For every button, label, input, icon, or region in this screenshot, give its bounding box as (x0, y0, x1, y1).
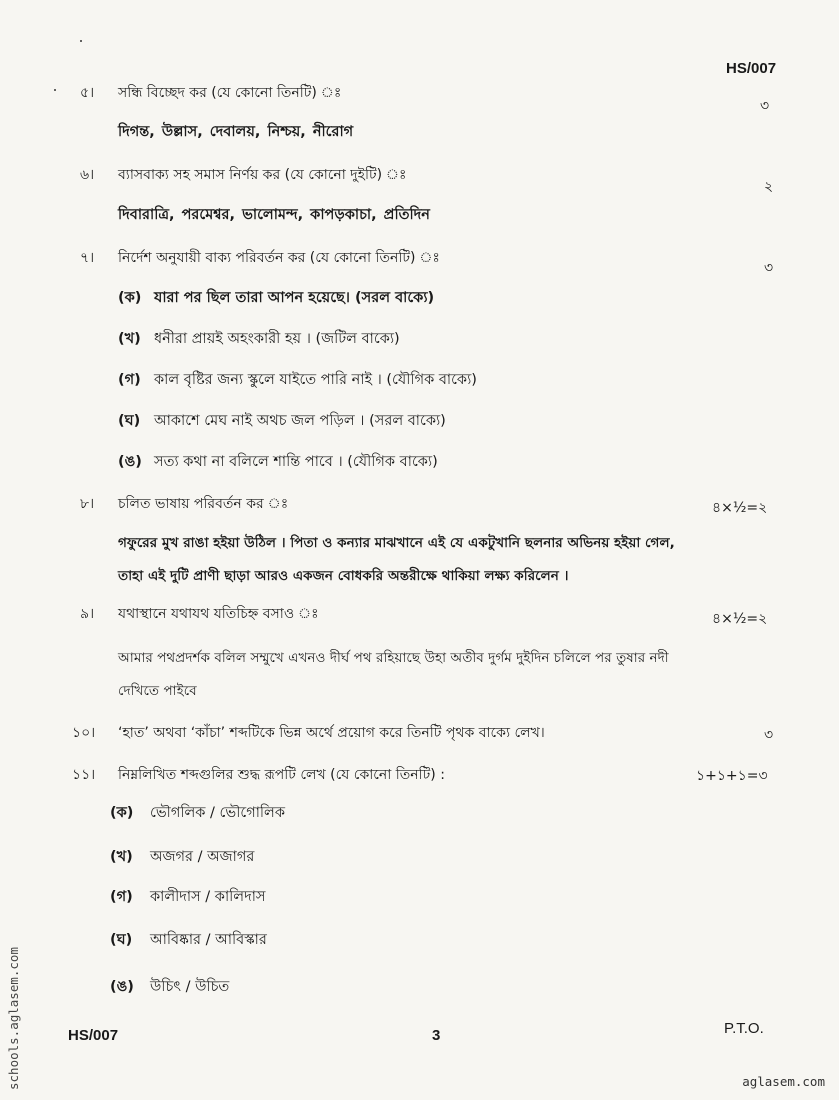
sub-item-label: (ক) (110, 805, 134, 821)
question-marks: ১+১+১=৩ (696, 768, 768, 784)
sub-item-text: আবিষ্কার / আবিস্কার (150, 932, 267, 948)
sub-item-label: (খ) (110, 849, 133, 865)
header-paper-code: HS/007 (726, 60, 777, 77)
question-number: ৭। (80, 250, 95, 266)
passage-line: গফুরের মুখ রাঙা হইয়া উঠিল । পিতা ও কন্যার মাঝখানে এই যে একটুখানি ছলনার অভিনয় হইয়া গেল, (118, 535, 675, 551)
question-number: ১০। (72, 725, 96, 741)
question-text: নির্দেশ অনুযায়ী বাক্য পরিবর্তন কর (যে কোনো তিনটি) ঃ (118, 250, 440, 266)
sub-item-text: অজগর / অজাগর (150, 849, 255, 865)
passage-line: আমার পথপ্রদর্শক বলিল সম্মুখে এখনও দীর্ঘ পথ রহিয়াছে উহা অতীব দুর্গম দুইদিন চলিলে পর তুষার নদী (118, 650, 669, 666)
question-marks: ৪×½=২ (712, 611, 768, 627)
question-text: নিম্নলিখিত শব্দগুলির শুদ্ধ রূপটি লেখ (যে কোনো তিনটি) : (118, 767, 445, 783)
question-marks: ৩ (764, 260, 774, 276)
sub-item-label: (খ) (118, 331, 141, 347)
question-number: ১১। (72, 767, 96, 783)
sub-item-text: যারা পর ছিল তারা আপন হয়েছে। (সরল বাক্যে) (154, 290, 435, 306)
sub-item-label: (গ) (118, 372, 141, 388)
sub-item-label: (ঘ) (110, 932, 133, 948)
sub-item-label: (ঙ) (118, 454, 142, 470)
sub-item-text: কাল বৃষ্টির জন্য স্কুলে যাইতে পারি নাই । (যৌগিক বাক্যে) (154, 372, 477, 388)
bottom-watermark: aglasem.com (742, 1074, 825, 1089)
footer-paper-code: HS/007 (68, 1027, 119, 1044)
passage-line: তাহা এই দুটি প্রাণী ছাড়া আরও একজন বোধকরি অন্তরীক্ষে থাকিয়া লক্ষ্য করিলেন । (118, 568, 569, 584)
sub-item-text: ভৌগলিক / ভৌগোলিক (150, 805, 286, 821)
question-marks: ৪×½=২ (712, 500, 768, 516)
sub-item-text: ধনীরা প্রায়ই অহংকারী হয় । (জটিল বাক্যে) (154, 331, 400, 347)
question-number: ৫। (80, 85, 95, 101)
question-number: ৬। (80, 167, 95, 183)
sub-item-text: কালীদাস / কালিদাস (150, 889, 266, 905)
sub-item-label: (ক) (118, 290, 142, 306)
sub-item-text: সত্য কথা না বলিলে শান্তি পাবে । (যৌগিক বাক্যে) (154, 454, 438, 470)
question-text: চলিত ভাষায় পরিবর্তন কর ঃ (118, 496, 289, 512)
sub-item-label: (ঙ) (110, 979, 134, 995)
page-number: 3 (432, 1027, 441, 1044)
sub-item-text: আকাশে মেঘ নাই অথচ জল পড়িল । (সরল বাক্যে) (154, 413, 446, 429)
question-number: ৮। (80, 496, 95, 512)
sub-item-text: উচিৎ / উচিত (150, 979, 230, 995)
question-text: সন্ধি বিচ্ছেদ কর (যে কোনো তিনটি) ঃ (118, 85, 342, 101)
question-text: যথাস্থানে যথাযথ যতিচিহ্ন বসাও ঃ (118, 606, 319, 622)
sub-item-label: (ঘ) (118, 413, 141, 429)
sub-item-label: (গ) (110, 889, 133, 905)
side-watermark: schools.aglasem.com (6, 947, 21, 1090)
question-text: ‘হাত’ অথবা ‘কাঁচা’ শব্দটিকে ভিন্ন অর্থে প্রয়োগ করে তিনটি পৃথক বাক্যে লেখ। (118, 725, 545, 741)
question-marks: ৩ (760, 98, 770, 114)
question-marks: ২ (764, 179, 774, 195)
scan-speck (54, 89, 56, 91)
scan-speck (80, 40, 82, 42)
question-number: ৯। (80, 606, 95, 622)
question-text: ব্যাসবাক্য সহ সমাস নির্ণয় কর (যে কোনো দুইটি) ঃ (118, 167, 407, 183)
passage-line: দেখিতে পাইবে (118, 683, 197, 699)
question-body: দিবারাত্রি, পরমেশ্বর, ভালোমন্দ, কাপড়কাচা, প্রতিদিন (118, 207, 430, 223)
pto-label: P.T.O. (724, 1020, 764, 1037)
question-body: দিগন্ত, উল্লাস, দেবালয়, নিশ্চয়, নীরোগ (118, 124, 354, 140)
question-marks: ৩ (764, 727, 774, 743)
